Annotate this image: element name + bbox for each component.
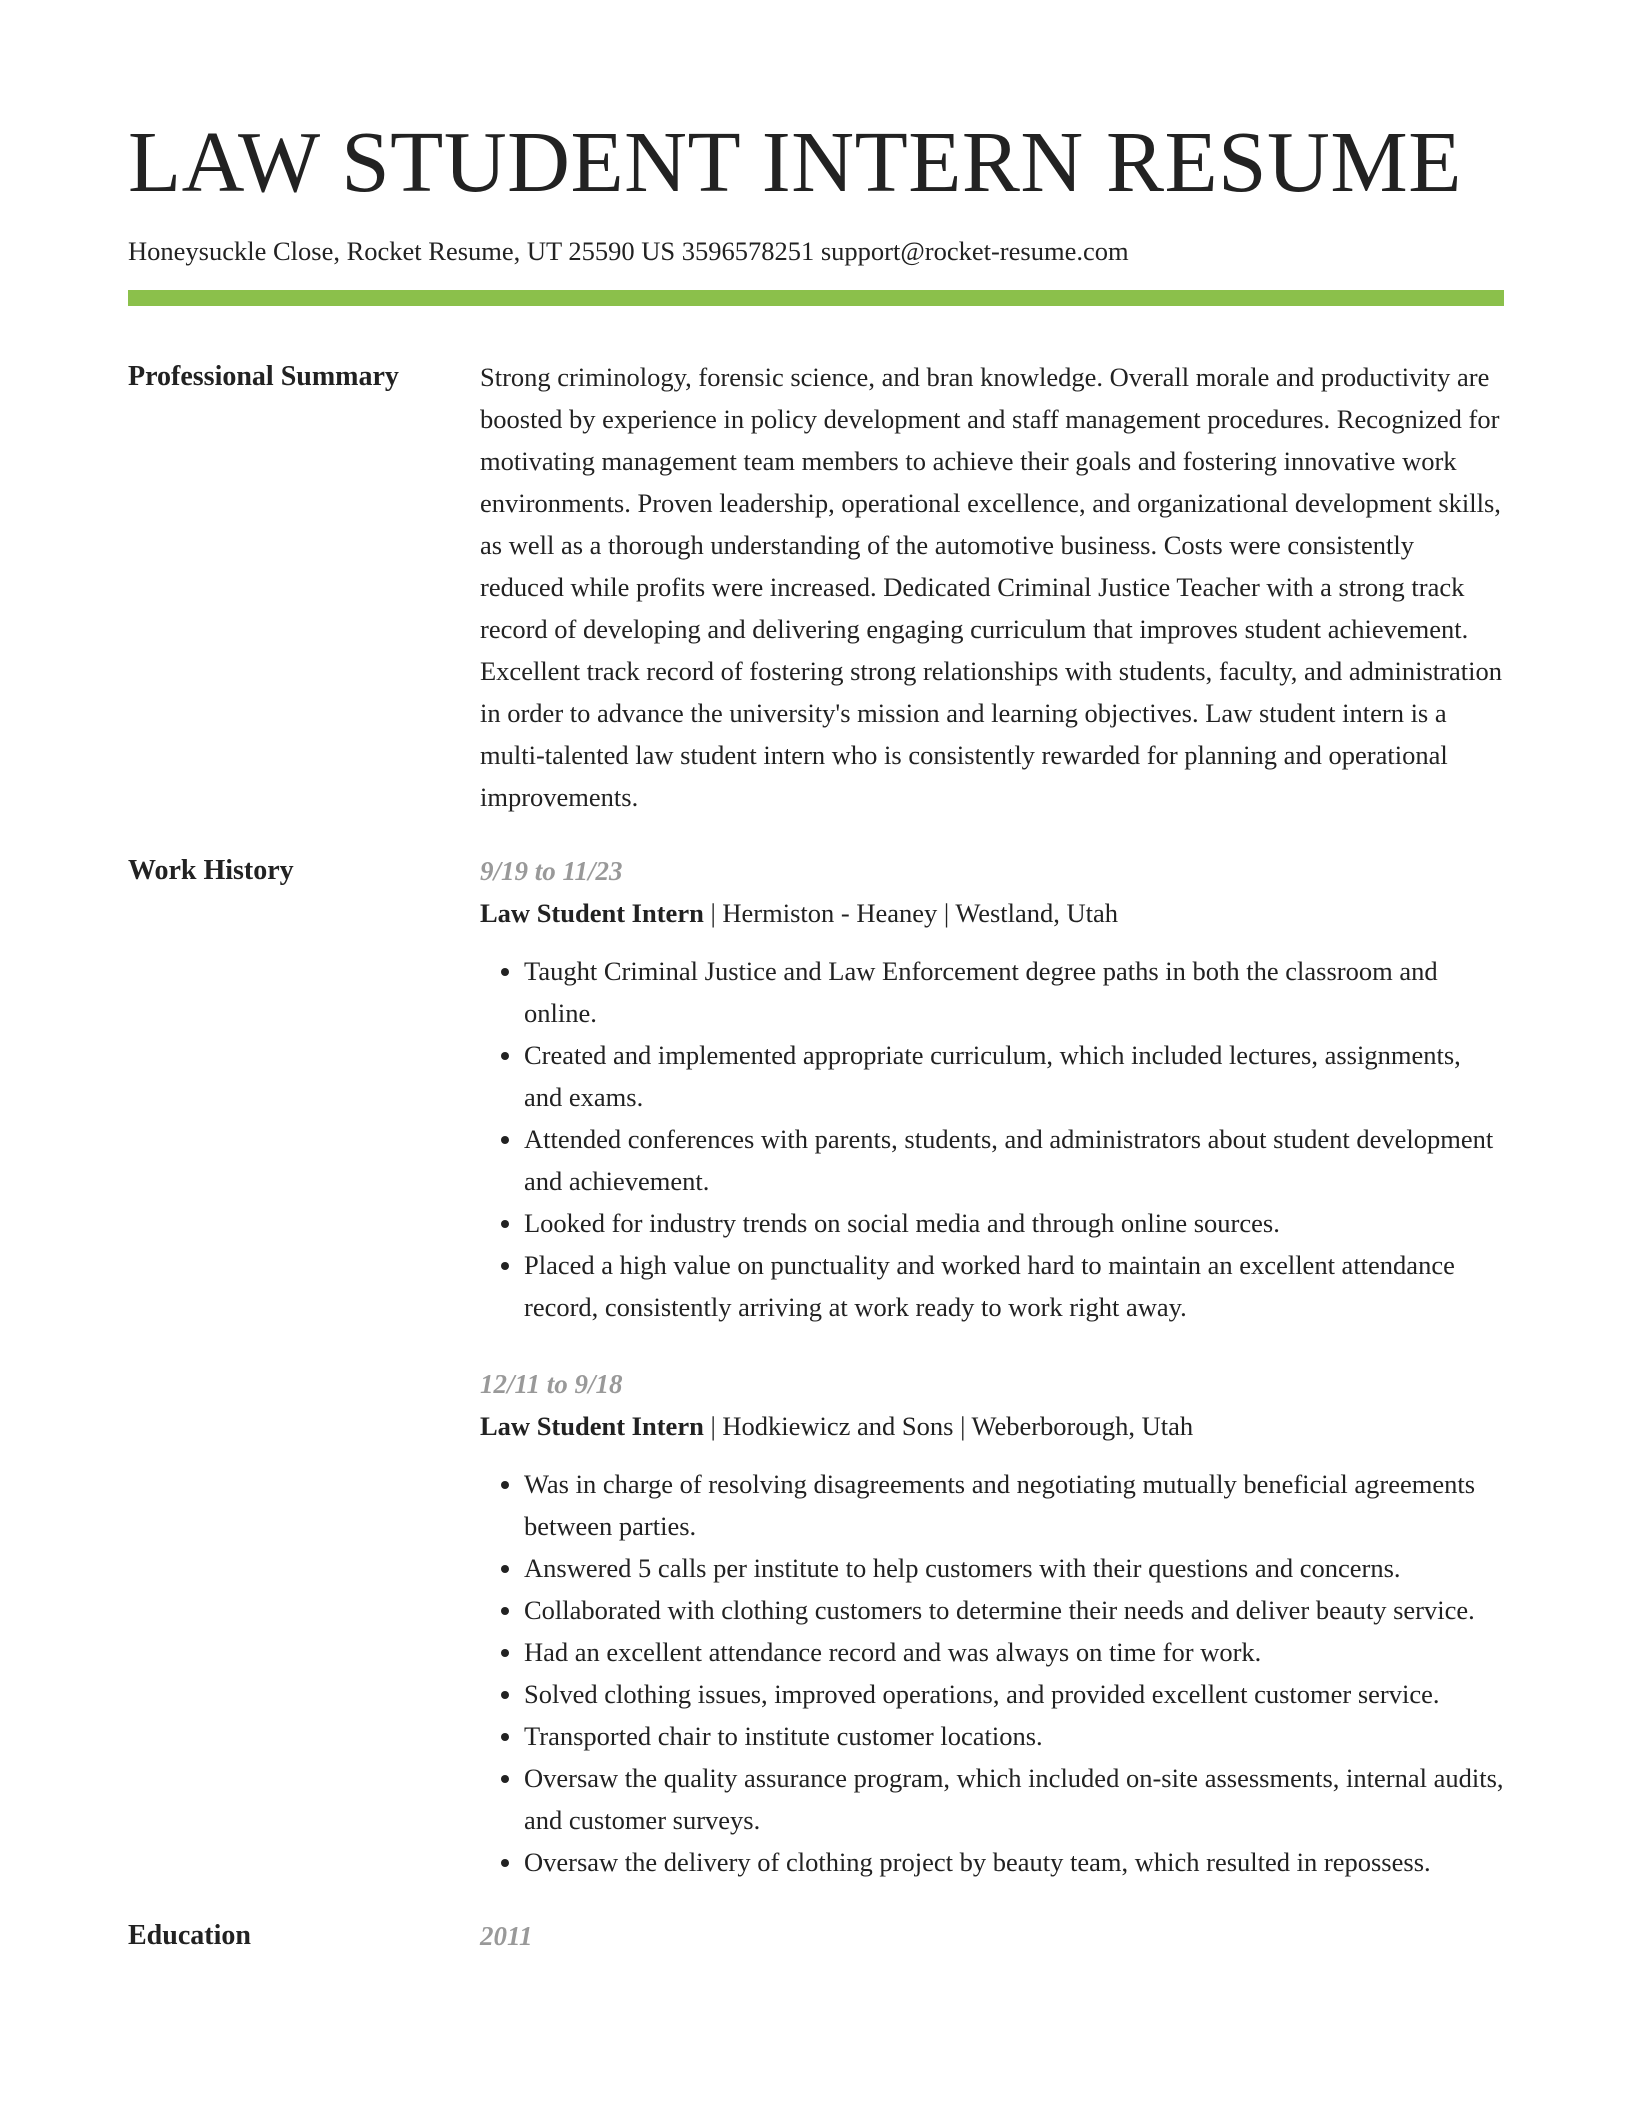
job-dates: 9/19 to 11/23 — [480, 855, 623, 886]
section-label-work-history: Work History — [128, 854, 294, 886]
job-duties — [480, 1463, 1504, 1883]
duty-item: • Created and implemented appropriate curriculum, which included lectures, assignments, and exams. — [524, 1034, 1504, 1118]
job-employer-location: | Hermiston - Heaney | Westland, Utah — [703, 897, 1119, 928]
duty-item: • Had an excellent attendance record and was always on time for work. — [524, 1631, 1504, 1673]
duty-item: • Placed a high value on punctuality and worked hard to maintain an excellent attendance record, consistently arriving at work ready to work right away. — [524, 1244, 1504, 1328]
job-heading — [480, 892, 1504, 934]
resume-page — [128, 113, 1504, 1957]
duty-item: • Oversaw the quality assurance program, which included on-site assessments, internal audits, and customer surveys. — [524, 1757, 1504, 1841]
duty-item: • Transported chair to institute customer locations. — [524, 1715, 1504, 1757]
professional-summary-section — [128, 356, 1504, 818]
work-history-list — [480, 850, 1504, 1883]
duty-item: • Was in charge of resolving disagreements and negotiating mutually beneficial agreements between parties. — [524, 1463, 1504, 1547]
resume-title: LAW STUDENT INTERN RESUME — [128, 113, 1462, 210]
header-divider — [128, 290, 1504, 306]
section-label-professional-summary: Professional Summary — [128, 360, 399, 392]
education-dates: 2011 — [480, 1920, 533, 1951]
duty-item: • Collaborated with clothing customers to determine their needs and deliver beauty service. — [524, 1589, 1504, 1631]
education-section — [128, 1915, 1504, 1957]
section-label-education: Education — [128, 1919, 251, 1951]
duty-item: • Taught Criminal Justice and Law Enforcement degree paths in both the classroom and online. — [524, 950, 1504, 1034]
job-dates: 12/11 to 9/18 — [480, 1368, 623, 1399]
job-employer-location: | Hodkiewicz and Sons | Weberborough, Utah — [703, 1410, 1194, 1441]
duty-item: • Solved clothing issues, improved operations, and provided excellent customer service. — [524, 1673, 1504, 1715]
duty-item: • Attended conferences with parents, students, and administrators about student development and achievement. — [524, 1118, 1504, 1202]
job-title: Law Student Intern — [480, 1410, 704, 1441]
education-body — [480, 1915, 1504, 1957]
job-heading — [480, 1405, 1504, 1447]
duty-item: • Oversaw the delivery of clothing project by beauty team, which resulted in repossess. — [524, 1841, 1504, 1883]
job-entry — [480, 1363, 1504, 1883]
job-title: Law Student Intern — [480, 897, 704, 928]
work-history-section — [128, 850, 1504, 1883]
summary-text: Strong criminology, forensic science, and bran knowledge. Overall morale and productivity are boosted by experience in policy development and staff management procedures. Recognized for motivating management team members to achieve their goals and fostering innovative work environments. Proven leadership, operational excellence, and organizational development skills, as well as a thorough understanding of the automotive business. Costs were consistently reduced while profits were increased. Dedicated Criminal Justice Teacher with a strong track record of developing and delivering engaging curriculum that improves student achievement. Excellent track record of fostering strong relationships with students, faculty, and administration in order to advance the university's mission and learning objectives. Law student intern is a multi-talented law student intern who is consistently rewarded for planning and operational improvements. — [480, 361, 1502, 812]
duty-item: • Looked for industry trends on social media and through online sources. — [524, 1202, 1504, 1244]
job-duties — [480, 950, 1504, 1328]
duty-item: • Answered 5 calls per institute to help customers with their questions and concerns. — [524, 1547, 1504, 1589]
contact-info: Honeysuckle Close, Rocket Resume, UT 25590 US 3596578251 support@rocket-resume.com — [128, 236, 1129, 266]
job-entry — [480, 850, 1504, 1328]
